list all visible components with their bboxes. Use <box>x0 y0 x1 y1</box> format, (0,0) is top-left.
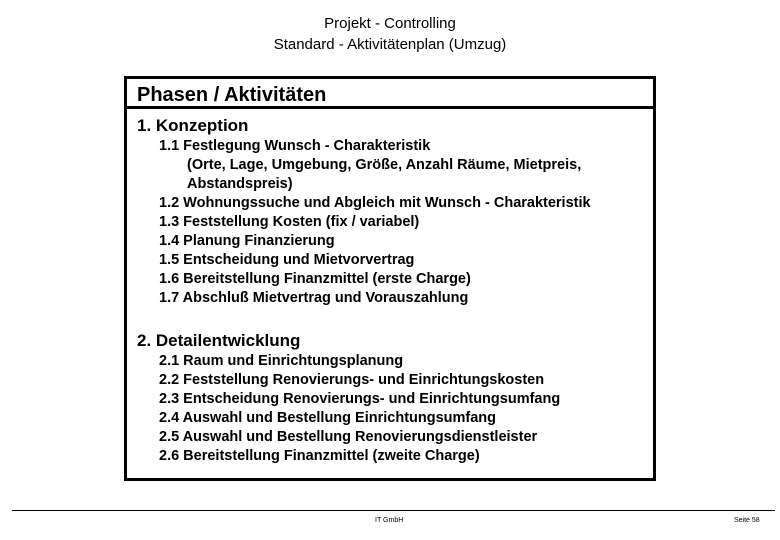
document-subtitle: Standard - Aktivitätenplan (Umzug) <box>273 36 507 53</box>
activity-item: 2.3 Entscheidung Renovierungs- und Einrichtungsumfang <box>159 391 561 407</box>
activity-item: 1.5 Entscheidung und Mietvorvertrag <box>159 252 415 268</box>
activity-item: 1.6 Bereitstellung Finanzmittel (erste Charge) <box>159 271 471 287</box>
activity-item: 2.4 Auswahl und Bestellung Einrichtungsumfang <box>159 410 497 426</box>
activity-table <box>124 76 656 481</box>
activity-item: 2.1 Raum und Einrichtungsplanung <box>159 353 404 369</box>
table-heading: Phasen / Aktivitäten <box>137 84 327 106</box>
activity-item: 2.5 Auswahl und Bestellung Renovierungsdienstleister <box>159 429 538 445</box>
footer-page-number: Seite 58 <box>734 517 760 524</box>
section-title-detailentwicklung: 2. Detailentwicklung <box>137 331 301 350</box>
activity-item-detail: Abstandspreis) <box>187 176 293 192</box>
activity-item: 1.1 Festlegung Wunsch - Charakteristik <box>159 138 431 154</box>
activity-item: 1.4 Planung Finanzierung <box>159 233 335 249</box>
footer-company: IT GmbH <box>375 517 404 524</box>
activity-item: 1.7 Abschluß Mietvertrag und Vorauszahlung <box>159 290 469 306</box>
activity-item-detail: (Orte, Lage, Umgebung, Größe, Anzahl Räume, Mietpreis, <box>187 157 582 173</box>
activity-item: 1.3 Feststellung Kosten (fix / variabel) <box>159 214 420 230</box>
document-title: Projekt - Controlling <box>324 15 456 32</box>
activity-item: 1.2 Wohnungssuche und Abgleich mit Wunsch - Charakteristik <box>159 195 591 211</box>
footer-divider <box>12 510 775 511</box>
table-header <box>127 79 653 109</box>
activity-item: 2.6 Bereitstellung Finanzmittel (zweite Charge) <box>159 448 480 464</box>
activity-item: 2.2 Feststellung Renovierungs- und Einrichtungskosten <box>159 372 545 388</box>
section-title-konzeption: 1. Konzeption <box>137 116 249 135</box>
